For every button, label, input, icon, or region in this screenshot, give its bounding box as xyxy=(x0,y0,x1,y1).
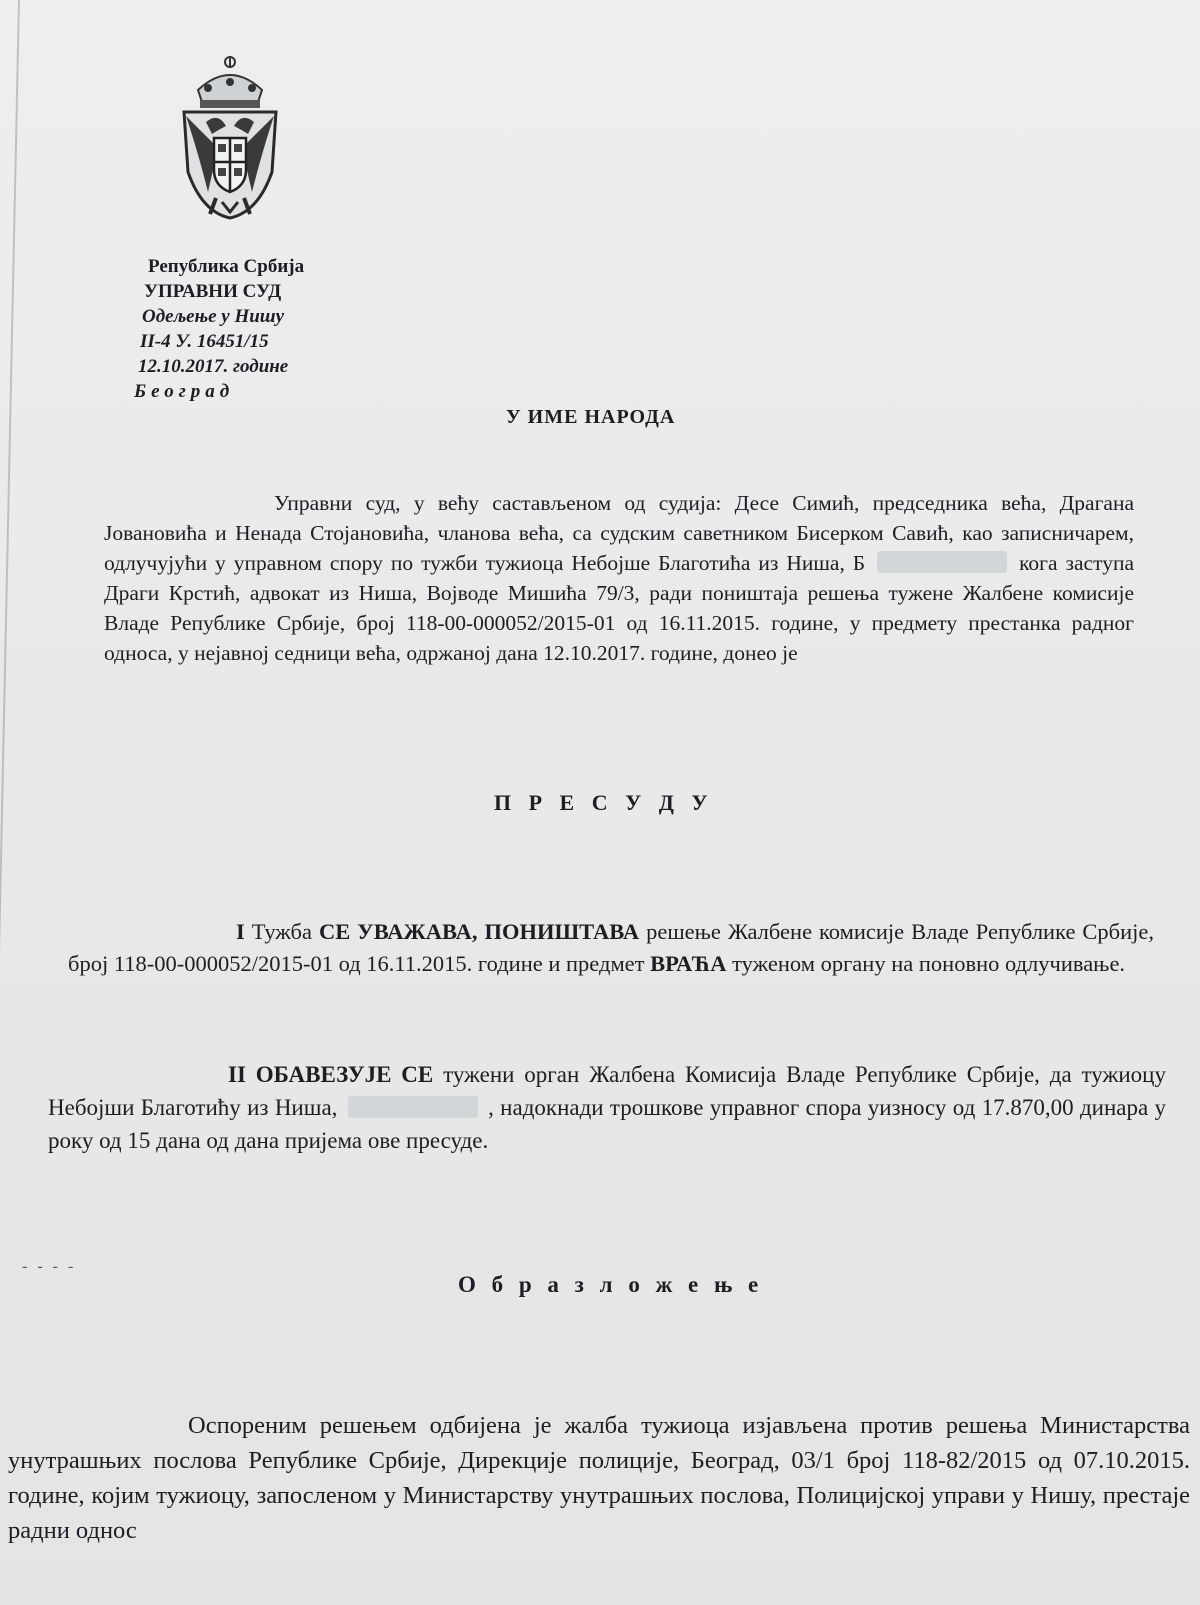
coat-of-arms-emblem xyxy=(178,52,282,222)
redacted-address-2 xyxy=(348,1096,478,1118)
header-city: Београд xyxy=(134,381,235,402)
intro-text-part1: Управни суд, у већу састављеном од судија: Десе Симић, председника већа, Драгана Јовановића и Ненада Стојановића, чланова већа, са судским саветником Бисерком Савић, као записничарем, одлучујући у управном спору по тужби тужиоца Небојше Благотића из Ниша, Б xyxy=(104,491,1134,575)
department-line: Одељење у Нишу xyxy=(142,306,285,327)
verdict-item-2 xyxy=(48,1058,1166,1157)
case-number: II-4 У. 16451/15 xyxy=(140,331,269,352)
item1-number: I xyxy=(236,919,245,944)
court-name: УПРАВНИ СУД xyxy=(144,281,282,302)
item1-text-1: Тужба xyxy=(251,919,312,944)
intro-text-part2: кога заступа Драги Крстић, адвокат из Ниша, Војводе Мишића 79/3, ради поништаја решења тужене Жалбене комисије Владе Републике Србије, број 118-00-000052/2015-01 од 16.11.2015. године, у предмету престанка радног односа, у нејавној седници већа, одржаној дана 12.10.2017. године, донео је xyxy=(104,551,1134,665)
item1-bold-2: ВРАЋА xyxy=(650,951,727,976)
reasoning-paragraph: Оспореним решењем одбијена је жалба тужиоца изјављена против решења Министарства унутрашњих послова Републике Србије, Дирекције полиције, Београд, 03/1 број 118-82/2015 од 07.10.2015. године, којим тужиоцу, запосленом у Министарству унутрашњих послова, Полицијској управи у Нишу, престаје радни однос xyxy=(8,1412,1190,1544)
verdict-item-1 xyxy=(68,916,1154,980)
item1-text-2: решење Жалбене комисије Владе Републике Србије, број 118-00-000052/2015-01 од 16.11.2015. године и предмет xyxy=(68,919,1155,976)
item1-bold-1: СЕ УВАЖАВА, ПОНИШТАВА xyxy=(318,919,640,944)
in-the-name-of-people-title: У ИМЕ НАРОДА xyxy=(506,406,676,428)
redacted-address xyxy=(877,551,1007,573)
header-date: 12.10.2017. године xyxy=(138,356,289,377)
court-header xyxy=(134,254,305,404)
page-edge-line xyxy=(0,0,20,1605)
item2-bold: II ОБАВЕЗУЈЕ СЕ xyxy=(228,1062,434,1087)
republic-line: Република Србија xyxy=(148,256,305,277)
reasoning-title: О б р а з л о ж е њ е xyxy=(458,1272,764,1297)
intro-paragraph xyxy=(104,488,1134,668)
margin-marks: - - - - xyxy=(22,1258,77,1275)
item2-text-2: , надокнади трошкове управног спора уизносу од 17.870,00 динара у року од 15 дана од дана пријема ове пресуде. xyxy=(48,1095,1167,1153)
item1-text-3: туженом органу на поновно одлучивање. xyxy=(732,951,1126,976)
verdict-title: П Р Е С У Д У xyxy=(494,790,714,815)
item2-text-1: тужени орган Жалбена Комисија Владе Републике Србије, да тужиоцу Небојши Благотићу из Ниша, xyxy=(48,1062,1166,1120)
